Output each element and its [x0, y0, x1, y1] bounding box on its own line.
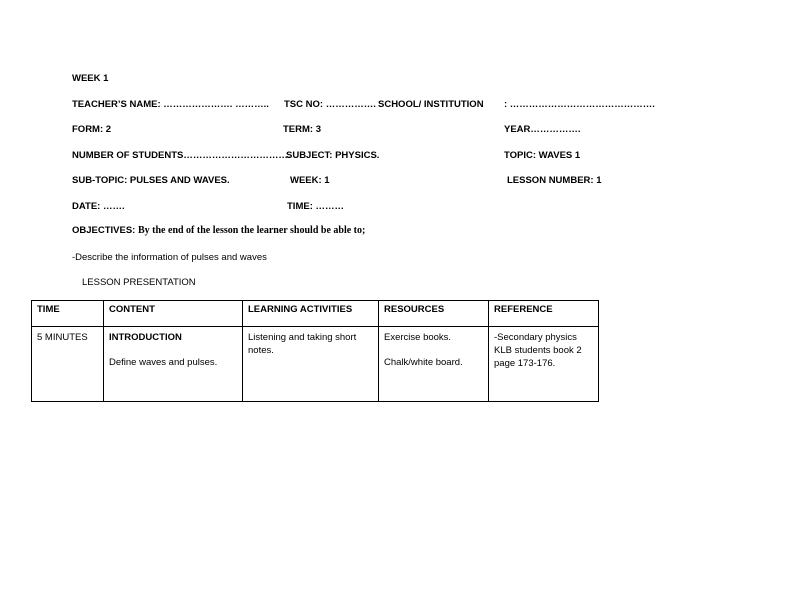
column-header-reference: REFERENCE [489, 301, 599, 327]
time-field: TIME: ……… [287, 201, 344, 212]
lesson-number-field: LESSON NUMBER: 1 [507, 175, 602, 186]
school-label: SCHOOL/ INSTITUTION [378, 99, 484, 110]
lesson-presentation-heading: LESSON PRESENTATION [82, 277, 196, 288]
column-header-content: CONTENT [104, 301, 243, 327]
form-field: FORM: 2 [72, 124, 112, 135]
sub-topic-field: SUB-TOPIC: PULSES AND WAVES. [72, 175, 230, 186]
date-field: DATE: ……. [72, 201, 125, 212]
objectives-line [72, 225, 365, 236]
school-value: : ………………………………………. [504, 99, 655, 110]
year-field: YEAR……………. [504, 124, 581, 135]
week-field: WEEK: 1 [290, 175, 330, 186]
column-header-time: TIME [32, 301, 104, 327]
cell-learning-activities: Listening and taking short notes. [243, 327, 379, 402]
subject-field: SUBJECT: PHYSICS. [286, 150, 380, 161]
term-field: TERM: 3 [283, 124, 321, 135]
resource-item: Chalk/white board. [384, 357, 463, 368]
week-heading: WEEK 1 [72, 73, 109, 84]
cell-time: 5 MINUTES [32, 327, 104, 402]
column-header-learning-activities: LEARNING ACTIVITIES [243, 301, 379, 327]
table-header-row [32, 301, 599, 327]
teacher-name-field: TEACHER’S NAME: …………………. ……….. [72, 99, 269, 110]
content-title: INTRODUCTION [109, 332, 182, 343]
objectives-label: OBJECTIVES: [72, 225, 136, 236]
content-text: Define waves and pulses. [109, 357, 218, 368]
cell-reference: -Secondary physics KLB students book 2 page 173-176. [489, 327, 599, 402]
column-header-resources: RESOURCES [379, 301, 489, 327]
objective-item: -Describe the information of pulses and waves [72, 252, 267, 263]
topic-field: TOPIC: WAVES 1 [504, 150, 581, 161]
cell-content [104, 327, 243, 402]
lesson-presentation-table [31, 300, 599, 402]
objectives-text: By the end of the lesson the learner should be able to; [138, 225, 366, 236]
table-row [32, 327, 599, 402]
cell-resources [379, 327, 489, 402]
resource-item: Exercise books. [384, 332, 452, 343]
number-of-students-field: NUMBER OF STUDENTS……………………………. [72, 150, 291, 161]
tsc-no-field: TSC NO: ……………. [284, 99, 376, 110]
